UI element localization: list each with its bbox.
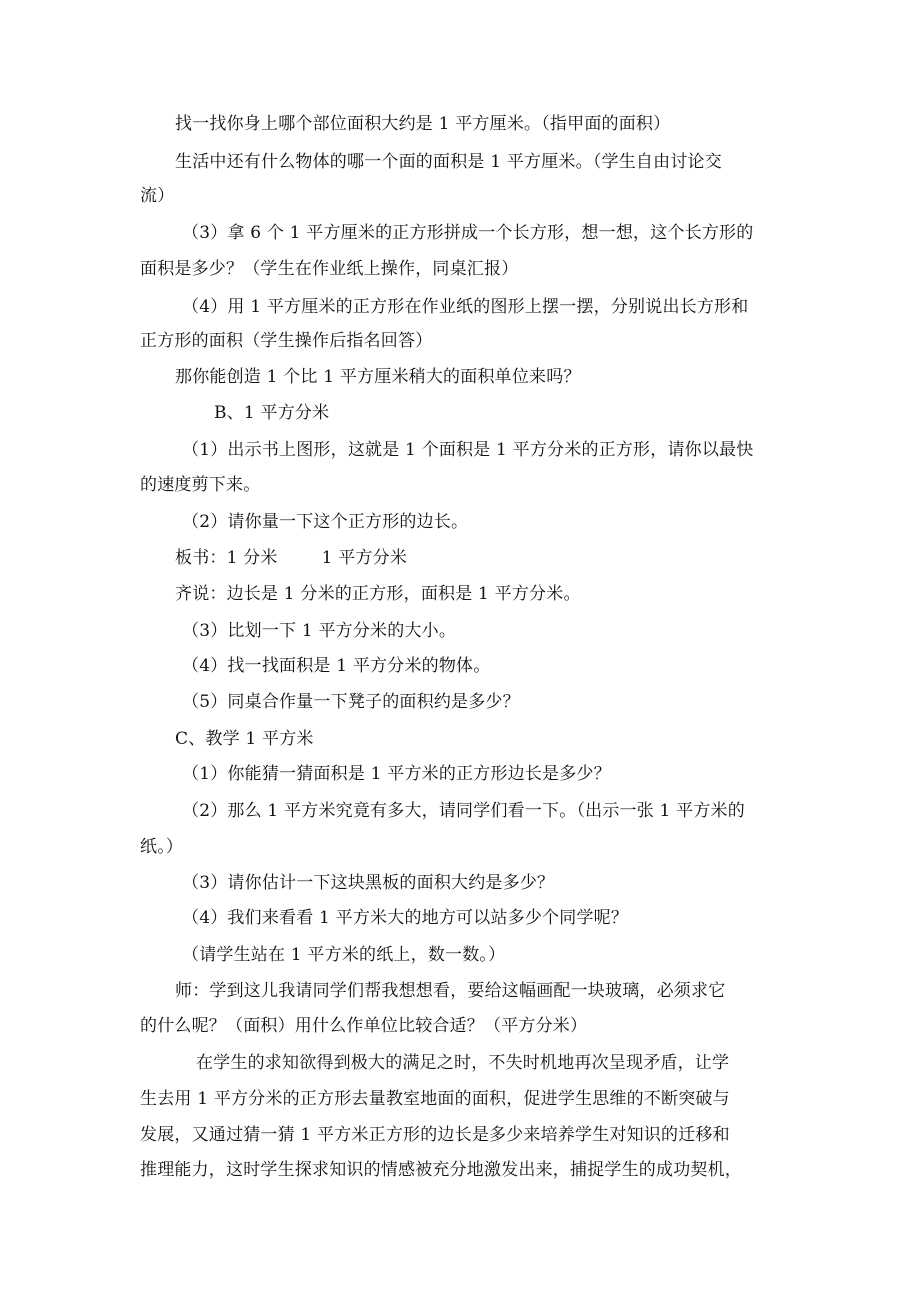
paragraph-line: 的什么呢？（面积）用什么作单位比较合适？（平方分米） (140, 1016, 588, 1036)
paragraph-line: （1）出示书上图形，这就是 1 个面积是 1 平方分米的正方形，请你以最快 (182, 440, 754, 460)
paragraph-line: （5）同桌合作量一下凳子的面积约是多少？ (182, 692, 520, 712)
paragraph-line: 那你能创造 1 个比 1 平方厘米稍大的面积单位来吗？ (175, 367, 581, 387)
paragraph-line: 生去用 1 平方分米的正方形去量教室地面的面积，促进学生思维的不断突破与 (140, 1089, 730, 1109)
paragraph-line: 正方形的面积（学生操作后指名回答） (140, 331, 433, 351)
paragraph-line: （4）我们来看看 1 平方米大的地方可以站多少个同学呢？ (182, 908, 629, 928)
paragraph-line: 找一找你身上哪个部位面积大约是 1 平方厘米。（指甲面的面积） (175, 114, 671, 134)
paragraph-line: 流） (140, 186, 175, 206)
paragraph-line: 发展，又通过猜一猜 1 平方米正方形的边长是多少来培养学生对知识的迁移和 (140, 1125, 730, 1145)
paragraph-line: 的速度剪下来。 (140, 475, 261, 495)
paragraph-line: 生活中还有什么物体的哪一个面的面积是 1 平方厘米。（学生自由讨论交 (175, 152, 722, 172)
paragraph-line: 纸。） (140, 837, 184, 857)
paragraph-line: 师：学到这儿我请同学们帮我想想看，要给这幅画配一块玻璃，必须求它 (175, 981, 726, 1001)
paragraph-line: 齐说：边长是 1 分米的正方形，面积是 1 平方分米。 (175, 584, 581, 604)
section-heading: C、教学 1 平方米 (175, 729, 314, 749)
paragraph-line: （4）找一找面积是 1 平方分米的物体。 (182, 656, 491, 676)
paragraph-line: （1）你能猜一猜面积是 1 平方米的正方形边长是多少？ (182, 764, 611, 784)
paragraph-line: （请学生站在 1 平方米的纸上，数一数。） (182, 945, 506, 965)
paragraph-line: （3）拿 6 个 1 平方厘米的正方形拼成一个长方形，想一想，这个长方形的 (182, 223, 754, 243)
board-writing-value: 1 平方分米 (321, 548, 408, 568)
paragraph-line: 面积是多少？（学生在作业纸上操作，同桌汇报） (140, 259, 519, 279)
paragraph-line: 推理能力，这时学生探求知识的情感被充分地激发出来，捕捉学生的成功契机， (140, 1160, 742, 1180)
paragraph-line: （4）用 1 平方厘米的正方形在作业纸的图形上摆一摆，分别说出长方形和 (182, 297, 749, 317)
board-writing-label: 板书：1 分米 (175, 548, 278, 568)
paragraph-line: （3）比划一下 1 平方分米的大小。 (182, 621, 457, 641)
paragraph-line: （3）请你估计一下这块黑板的面积大约是多少？ (182, 873, 555, 893)
paragraph-line: 在学生的求知欲得到极大的满足之时，不失时机地再次呈现矛盾，让学 (196, 1053, 730, 1073)
paragraph-line: （2）那么 1 平方米究竟有多大，请同学们看一下。（出示一张 1 平方米的 (182, 801, 745, 821)
paragraph-line: （2）请你量一下这个正方形的边长。 (182, 512, 469, 532)
board-writing-line (175, 548, 407, 568)
section-heading: B、1 平方分米 (214, 403, 330, 423)
